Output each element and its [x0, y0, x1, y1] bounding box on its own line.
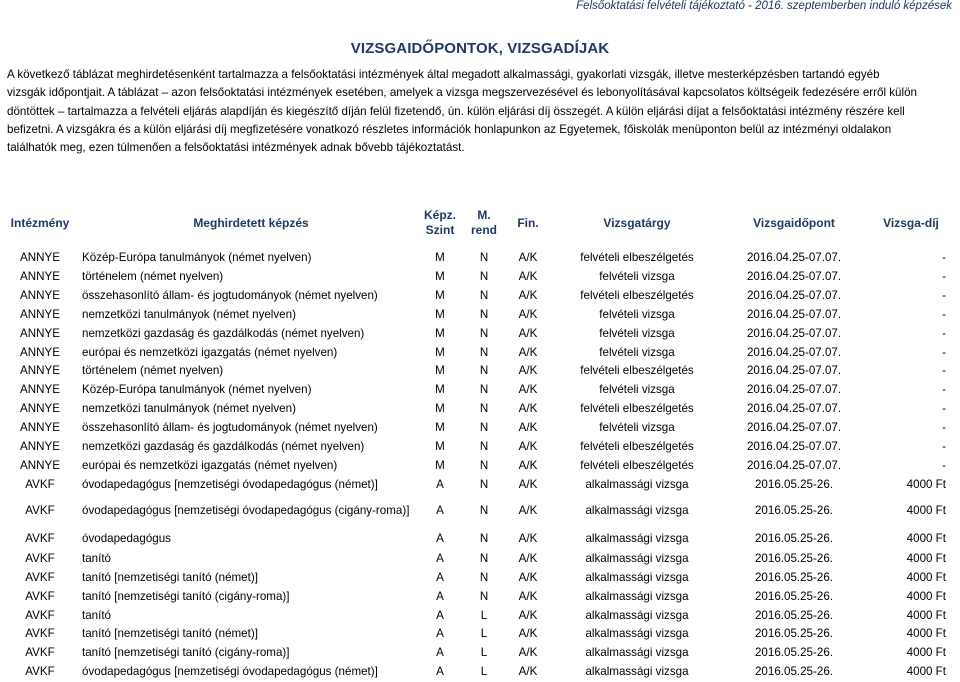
cell-subject: alkalmassági vizsga — [585, 627, 689, 641]
cell-financing: A/K — [518, 589, 538, 603]
intro-line: A következő táblázat meghirdetésenként tartalmazza a felsőoktatási intézmények által megadott alkalmassági, gyakorlati vizsgák, illetve mesterképzésben tartandó egyéb — [7, 68, 880, 81]
cell-institution: ANNYE — [20, 288, 60, 302]
cell-date: 2016.05.25-26. — [754, 503, 833, 517]
cell-subject: alkalmassági vizsga — [585, 665, 689, 679]
cell-fee: 4000 Ft — [906, 589, 946, 603]
cell-subject: alkalmassági vizsga — [585, 646, 689, 660]
header-mode — [460, 197, 508, 249]
cell-date: 2016.04.25-07.07. — [746, 307, 842, 321]
cell-program: tanító [nemzetiségi tanító (cigány-roma)] — [82, 589, 290, 603]
cell-institution: ANNYE — [20, 364, 60, 378]
cell-fee: 4000 Ft — [906, 665, 946, 679]
cell-program: összehasonlító állam- és jogtudományok (német nyelven) — [82, 288, 378, 302]
cell-institution: ANNYE — [20, 345, 60, 359]
cell-program: nemzetközi gazdaság és gazdálkodás (német nyelven) — [82, 326, 365, 340]
cell-mode: L — [480, 627, 488, 641]
cell-financing: A/K — [518, 551, 538, 565]
cell-level: M — [435, 269, 445, 283]
cell-program: tanító [nemzetiségi tanító (cigány-roma)] — [82, 646, 290, 660]
cell-subject: alkalmassági vizsga — [585, 608, 689, 622]
intro-paragraph — [7, 66, 955, 157]
cell-program: óvodapedagógus — [82, 531, 171, 545]
cell-level: A — [436, 551, 444, 565]
cell-program: óvodapedagógus [nemzetiségi óvodapedagógus (német)] — [82, 477, 378, 491]
cell-mode: N — [479, 288, 489, 302]
cell-level: A — [436, 503, 444, 517]
table-row — [0, 663, 960, 682]
table-row — [0, 325, 960, 344]
cell-level: M — [435, 251, 445, 264]
cell-subject: felvételi elbeszélgetés — [580, 458, 694, 472]
cell-institution: AVKF — [25, 477, 55, 491]
cell-institution: ANNYE — [20, 458, 60, 472]
cell-mode: N — [479, 458, 489, 472]
cell-date: 2016.05.25-26. — [754, 608, 833, 622]
cell-level: A — [436, 589, 444, 603]
cell-date: 2016.04.25-07.07. — [746, 440, 842, 454]
cell-subject: alkalmassági vizsga — [585, 531, 689, 545]
cell-date: 2016.04.25-07.07. — [746, 345, 842, 359]
cell-level: A — [436, 608, 444, 622]
header-institution: Intézmény — [10, 215, 70, 230]
cell-date: 2016.05.25-26. — [754, 665, 833, 679]
cell-financing: A/K — [518, 665, 538, 679]
cell-level: A — [436, 665, 444, 679]
cell-level: M — [435, 307, 445, 321]
intro-line: döntöttek – tartalmazza a felvételi eljárás alapdíján és kiegészítő díján felül fizetendő, ún. külön eljárási díj összegét. A külön eljárási díjat a felsőoktatási intézmény részére kell — [7, 104, 905, 118]
cell-mode: N — [479, 326, 489, 340]
cell-level: M — [435, 421, 445, 435]
cell-subject: alkalmassági vizsga — [585, 477, 689, 491]
table-row — [0, 476, 960, 495]
cell-financing: A/K — [518, 345, 538, 359]
table-body — [0, 249, 960, 682]
cell-financing: A/K — [518, 269, 538, 283]
cell-financing: A/K — [518, 458, 538, 472]
cell-financing: A/K — [518, 307, 538, 321]
table-header-row — [0, 197, 960, 249]
cell-date: 2016.05.25-26. — [754, 627, 833, 641]
cell-level: M — [435, 364, 445, 378]
header-fee: Vizsga-díj — [883, 215, 939, 230]
cell-date: 2016.04.25-07.07. — [746, 251, 842, 264]
table-row — [0, 362, 960, 381]
cell-level: A — [436, 531, 444, 545]
cell-mode: N — [479, 345, 489, 359]
header-subject: Vizsgatárgy — [603, 215, 671, 230]
cell-fee: 4000 Ft — [906, 570, 946, 584]
cell-fee: 4000 Ft — [906, 503, 946, 517]
cell-fee: - — [942, 402, 946, 416]
cell-program: tanító [nemzetiségi tanító (német)] — [82, 570, 258, 584]
cell-level: A — [436, 627, 444, 641]
cell-institution: AVKF — [25, 551, 55, 565]
cell-mode: N — [479, 531, 489, 545]
cell-level: M — [435, 383, 445, 397]
running-head: Felsőoktatási felvételi tájékoztató - 2016. szeptemberben induló képzések — [576, 0, 952, 12]
cell-mode: N — [479, 589, 489, 603]
cell-mode: N — [479, 383, 489, 397]
cell-level: A — [436, 646, 444, 660]
cell-subject: felvételi vizsga — [599, 326, 675, 340]
cell-date: 2016.05.25-26. — [754, 477, 833, 491]
cell-mode: N — [479, 477, 489, 491]
cell-financing: A/K — [518, 383, 538, 397]
cell-fee: - — [942, 269, 946, 283]
cell-fee: 4000 Ft — [906, 608, 946, 622]
table-row — [0, 607, 960, 626]
cell-institution: ANNYE — [20, 251, 60, 264]
cell-institution: AVKF — [25, 570, 55, 584]
cell-level: M — [435, 345, 445, 359]
cell-institution: AVKF — [25, 589, 55, 603]
cell-mode: N — [479, 364, 489, 378]
cell-subject: felvételi vizsga — [599, 345, 675, 359]
cell-subject: alkalmassági vizsga — [585, 551, 689, 565]
table-row — [0, 268, 960, 287]
cell-mode: N — [479, 402, 489, 416]
exam-table — [0, 197, 960, 682]
cell-institution: AVKF — [25, 531, 55, 545]
cell-institution: AVKF — [25, 627, 55, 641]
header-level-line2: Szint — [425, 223, 455, 237]
cell-fee: 4000 Ft — [906, 627, 946, 641]
cell-mode: N — [479, 440, 489, 454]
cell-institution: ANNYE — [20, 402, 60, 416]
cell-mode: N — [479, 251, 489, 264]
cell-program: nemzetközi tanulmányok (német nyelven) — [82, 307, 296, 321]
cell-fee: - — [942, 458, 946, 472]
cell-subject: alkalmassági vizsga — [585, 570, 689, 584]
cell-subject: felvételi vizsga — [599, 421, 675, 435]
cell-subject: alkalmassági vizsga — [585, 589, 689, 603]
table-row — [0, 438, 960, 457]
cell-fee: 4000 Ft — [906, 477, 946, 491]
cell-date: 2016.05.25-26. — [754, 646, 833, 660]
cell-institution: ANNYE — [20, 269, 60, 283]
cell-level: A — [436, 477, 444, 491]
cell-program: tanító — [82, 551, 112, 565]
cell-fee: - — [942, 326, 946, 340]
cell-institution: ANNYE — [20, 383, 60, 397]
cell-fee: - — [942, 440, 946, 454]
cell-financing: A/K — [518, 440, 538, 454]
cell-date: 2016.04.25-07.07. — [746, 421, 842, 435]
cell-fee: - — [942, 288, 946, 302]
cell-fee: 4000 Ft — [906, 551, 946, 565]
table-row — [0, 457, 960, 476]
cell-program: európai és nemzetközi igazgatás (német nyelven) — [82, 345, 338, 359]
cell-program: óvodapedagógus [nemzetiségi óvodapedagógus (cigány-roma)] — [82, 503, 410, 517]
cell-subject: felvételi vizsga — [599, 307, 675, 321]
cell-mode: N — [479, 503, 489, 517]
cell-subject: felvételi elbeszélgetés — [580, 402, 694, 416]
cell-mode: L — [480, 646, 488, 660]
cell-fee: 4000 Ft — [906, 646, 946, 660]
cell-subject: felvételi elbeszélgetés — [580, 364, 694, 378]
cell-financing: A/K — [518, 608, 538, 622]
cell-institution: ANNYE — [20, 307, 60, 321]
header-program: Meghirdetett képzés — [193, 215, 309, 230]
cell-date: 2016.05.25-26. — [754, 570, 833, 584]
cell-program: nemzetközi tanulmányok (német nyelven) — [82, 402, 296, 416]
table-row — [0, 249, 960, 268]
cell-date: 2016.05.25-26. — [754, 531, 833, 545]
cell-fee: - — [942, 307, 946, 321]
table-row — [0, 287, 960, 306]
cell-financing: A/K — [518, 326, 538, 340]
table-row — [0, 569, 960, 588]
cell-level: M — [435, 288, 445, 302]
cell-level: M — [435, 458, 445, 472]
cell-subject: felvételi vizsga — [599, 269, 675, 283]
table-row — [0, 527, 960, 550]
cell-fee: - — [942, 364, 946, 378]
cell-date: 2016.05.25-26. — [754, 551, 833, 565]
header-mode-line1: M. — [477, 208, 491, 222]
cell-level: M — [435, 440, 445, 454]
cell-financing: A/K — [518, 503, 538, 517]
table-row — [0, 625, 960, 644]
cell-financing: A/K — [518, 531, 538, 545]
header-level-line1: Képz. — [423, 208, 456, 222]
cell-financing: A/K — [518, 646, 538, 660]
cell-mode: N — [479, 570, 489, 584]
cell-mode: L — [480, 608, 488, 622]
intro-line: vizsgák időpontjait. A táblázat – azon felsőoktatási intézmények esetében, amelyek a vizsga megszervezésével és lebonyolításával kapcsolatos költségeik fedezésére erről külön — [7, 86, 917, 100]
cell-date: 2016.04.25-07.07. — [746, 383, 842, 397]
intro-line: találhatók meg, ezen túlmenően a felsőoktatási intézmények adnak bővebb tájékoztatást. — [7, 141, 465, 155]
cell-date: 2016.04.25-07.07. — [746, 402, 842, 416]
cell-fee: - — [942, 421, 946, 435]
cell-subject: felvételi elbeszélgetés — [580, 440, 694, 454]
cell-program: történelem (német nyelven) — [82, 364, 224, 378]
cell-program: Közép-Európa tanulmányok (német nyelven) — [82, 383, 312, 397]
cell-program: összehasonlító állam- és jogtudományok (német nyelven) — [82, 421, 378, 435]
cell-financing: A/K — [518, 364, 538, 378]
cell-program: tanító — [82, 608, 112, 622]
cell-institution: ANNYE — [20, 421, 60, 435]
cell-level: A — [436, 570, 444, 584]
cell-level: M — [435, 326, 445, 340]
cell-subject: alkalmassági vizsga — [585, 503, 689, 517]
cell-program: tanító [nemzetiségi tanító (német)] — [82, 627, 258, 641]
cell-date: 2016.04.25-07.07. — [746, 458, 842, 472]
table-row — [0, 644, 960, 663]
header-financing: Fin. — [517, 215, 539, 230]
cell-fee: - — [942, 251, 946, 264]
table-row — [0, 306, 960, 325]
cell-program: európai és nemzetközi igazgatás (német nyelven) — [82, 458, 338, 472]
cell-financing: A/K — [518, 251, 538, 264]
cell-institution: AVKF — [25, 646, 55, 660]
cell-date: 2016.04.25-07.07. — [746, 269, 842, 283]
table-row — [0, 381, 960, 400]
cell-program: történelem (német nyelven) — [82, 269, 224, 283]
table-row — [0, 400, 960, 419]
cell-date: 2016.04.25-07.07. — [746, 326, 842, 340]
intro-line: befizetni. A vizsgákra és a külön eljárási díj megfizetésére vonatkozó részletes információk honlapunkon az Egyetemek, főiskolák menüponton belül az intézményi oldalakon — [7, 122, 892, 136]
cell-financing: A/K — [518, 627, 538, 641]
cell-level: M — [435, 402, 445, 416]
table-row — [0, 588, 960, 607]
cell-subject: felvételi vizsga — [599, 383, 675, 397]
cell-fee: - — [942, 345, 946, 359]
cell-financing: A/K — [518, 402, 538, 416]
cell-date: 2016.04.25-07.07. — [746, 364, 842, 378]
table-row — [0, 550, 960, 569]
page-title: VIZSGAIDŐPONTOK, VIZSGADÍJAK — [350, 40, 610, 57]
cell-financing: A/K — [518, 288, 538, 302]
cell-mode: N — [479, 421, 489, 435]
cell-institution: ANNYE — [20, 440, 60, 454]
header-date: Vizsgaidőpont — [753, 215, 835, 230]
cell-fee: 4000 Ft — [906, 531, 946, 545]
cell-mode: N — [479, 551, 489, 565]
cell-subject: felvételi elbeszélgetés — [580, 251, 694, 264]
table-row — [0, 495, 960, 527]
cell-financing: A/K — [518, 570, 538, 584]
cell-program: óvodapedagógus [nemzetiségi óvodapedagógus (német)] — [82, 665, 378, 679]
cell-institution: AVKF — [25, 608, 55, 622]
cell-program: Közép-Európa tanulmányok (német nyelven) — [82, 251, 312, 264]
cell-date: 2016.04.25-07.07. — [746, 288, 842, 302]
cell-mode: N — [479, 269, 489, 283]
table-row — [0, 419, 960, 438]
cell-program: nemzetközi gazdaság és gazdálkodás (német nyelven) — [82, 440, 365, 454]
cell-mode: L — [480, 665, 488, 679]
cell-subject: felvételi elbeszélgetés — [580, 288, 694, 302]
cell-date: 2016.05.25-26. — [754, 589, 833, 603]
table-row — [0, 344, 960, 363]
cell-financing: A/K — [518, 477, 538, 491]
cell-institution: ANNYE — [20, 326, 60, 340]
cell-mode: N — [479, 307, 489, 321]
cell-financing: A/K — [518, 421, 538, 435]
cell-institution: AVKF — [25, 503, 55, 517]
cell-institution: AVKF — [25, 665, 55, 679]
header-level — [420, 197, 460, 249]
cell-fee: - — [942, 383, 946, 397]
header-mode-line2: rend — [470, 223, 497, 237]
